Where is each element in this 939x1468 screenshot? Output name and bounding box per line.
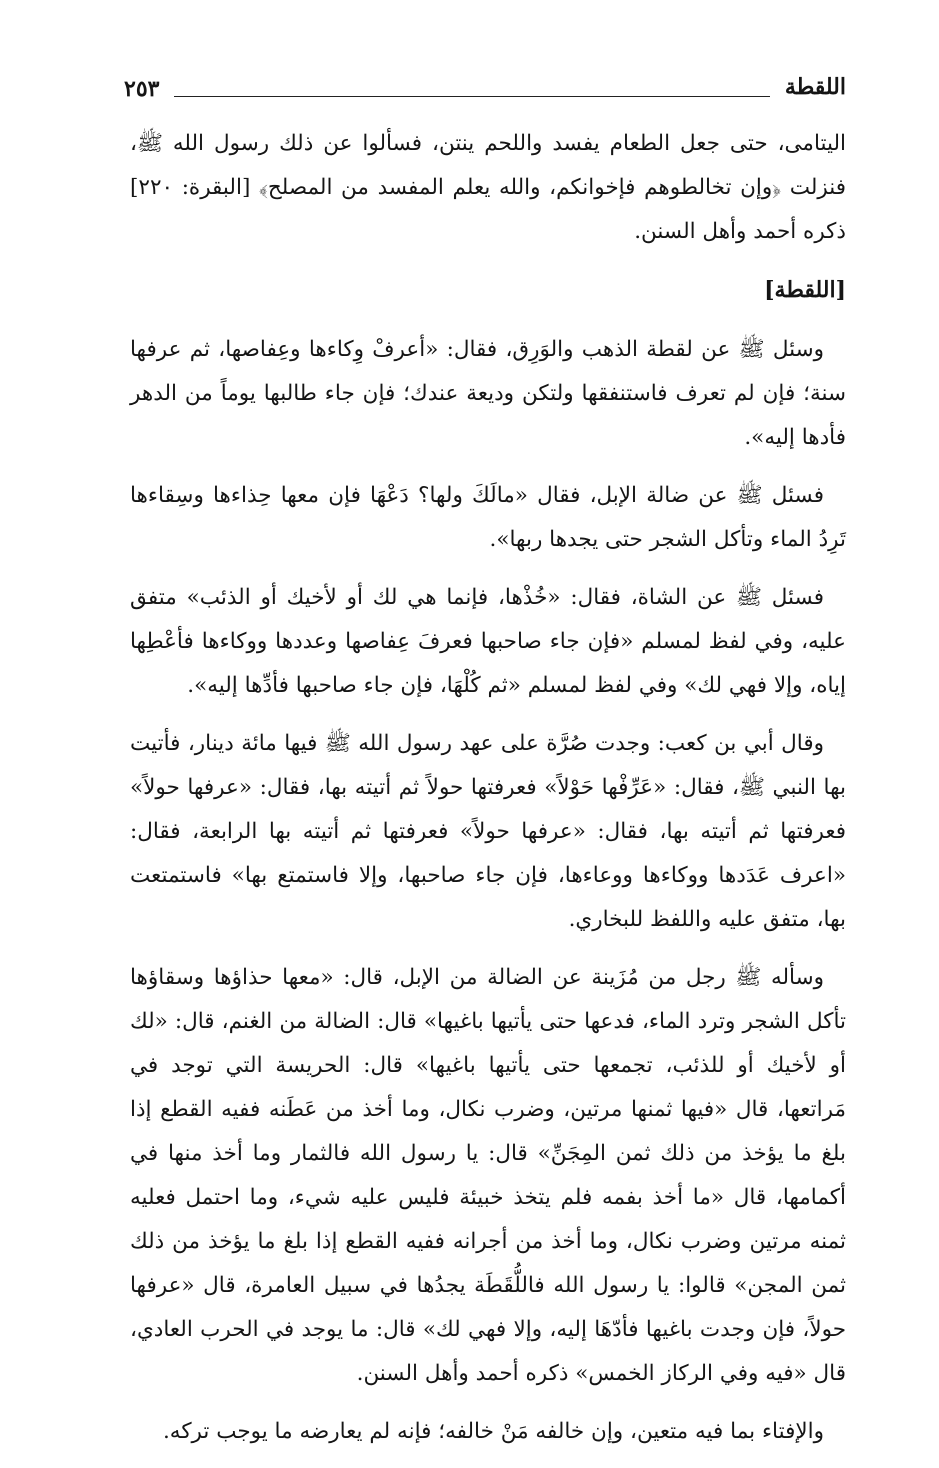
paragraph: وسئل ﷺ عن لقطة الذهب والوَرِق، فقال: «أعرفْ وِكاءها وعِفاصها، ثم عرفها سنة؛ فإن لم تعرف فاستنفقها ولتكن وديعة عندك؛ فإن جاء طالبها يوماً من الدهر فأدها إليه».	[130, 337, 846, 450]
page-body	[130, 122, 846, 1468]
running-title: اللقطة	[784, 74, 846, 100]
page-header	[124, 72, 846, 108]
header-rule	[174, 96, 770, 97]
paragraph: فسئل ﷺ عن ضالة الإبل، فقال «مالَكَ ولها؟ دَعْهَا فإن معها حِذاءها وسِقاءها تَرِدُ الماء وتأكل الشجر حتى يجدها ربها».	[130, 483, 846, 552]
paragraph: وسأله ﷺ رجل من مُزَينة عن الضالة من الإبل، قال: «معها حذاؤها وسقاؤها تأكل الشجر وترد الماء، فدعها حتى يأتيها باغيها» قال: الضالة من الغنم، قال: «لك أو لأخيك أو للذئب، تجمعها حتى يأتيها باغيها» قال: الحريسة التي توجد في مَراتعها، قال «فيها ثمنها مرتين، وضرب نكال، وما أخذ من عَطَنه ففيه القطع إذا بلغ ما يؤخذ من ذلك ثمن المِجَنِّ» قال: يا رسول الله فالثمار وما أخذ منها في أكمامها، قال «ما أخذ بفمه فلم يتخذ خبيئة فليس عليه شيء، وما احتمل فعليه ثمنه مرتين وضرب نكال، وما أخذ من أجرانه ففيه القطع إذا بلغ ما يؤخذ من ذلك ثمن المجن» قالوا: يا رسول الله فاللُّقَطَة يجدُها في سبيل العامرة، قال «عرفها حولاً، فإن وجدت باغيها فأدّهَا إليه، وإلا فهي لك» قال: ما يوجد في الحرب العادي، قال «فيه وفي الركاز الخمس» ذكره أحمد وأهل السنن.	[130, 965, 846, 1386]
paragraph-continuation: اليتامى، حتى جعل الطعام يفسد واللحم ينتن، فسألوا عن ذلك رسول الله ﷺ، فنزلت ﴿وإن تخالطوهم فإخوانكم، والله يعلم المفسد من المصلح﴾ [البقرة: ٢٢٠] ذكره أحمد وأهل السنن.	[130, 131, 846, 244]
page-number: ٢٥٣	[124, 76, 160, 102]
section-heading: [اللقطة]	[764, 277, 846, 303]
paragraph: والإفتاء بما فيه متعين، وإن خالفه مَنْ خالفه؛ فإنه لم يعارضه ما يوجب تركه.	[162, 1419, 824, 1444]
paragraph: فسئل ﷺ عن الشاة، فقال: «خُذْها، فإنما هي لك أو لأخيك أو الذئب» متفق عليه، وفي لفظ لمسلم «فإن جاء صاحبها فعرفَ عِفاصها وعددها ووكاءها فأعْطِها إياه، وإلا فهي لك» وفي لفظ لمسلم «ثم كُلْهَا، فإن جاء صاحبها فأدِّها إليه».	[130, 585, 846, 698]
paragraph: وقال أبي بن كعب: وجدت صُرَّة على عهد رسول الله ﷺ فيها مائة دينار، فأتيت بها النبي ﷺ، فقال: «عَرِّفْها حَوْلاً» فعرفتها حولاً ثم أتيته بها، فقال: «عرفها حولاً» فعرفتها ثم أتيته بها، فقال: «عرفها حولاً» فعرفتها ثم أتيته بها الرابعة، فقال: «اعرف عَدَدها ووكاءها ووعاءها، فإن جاء صاحبها، وإلا فاستمتع بها» فاستمتعت بها، متفق عليه واللفظ للبخاري.	[130, 731, 846, 932]
